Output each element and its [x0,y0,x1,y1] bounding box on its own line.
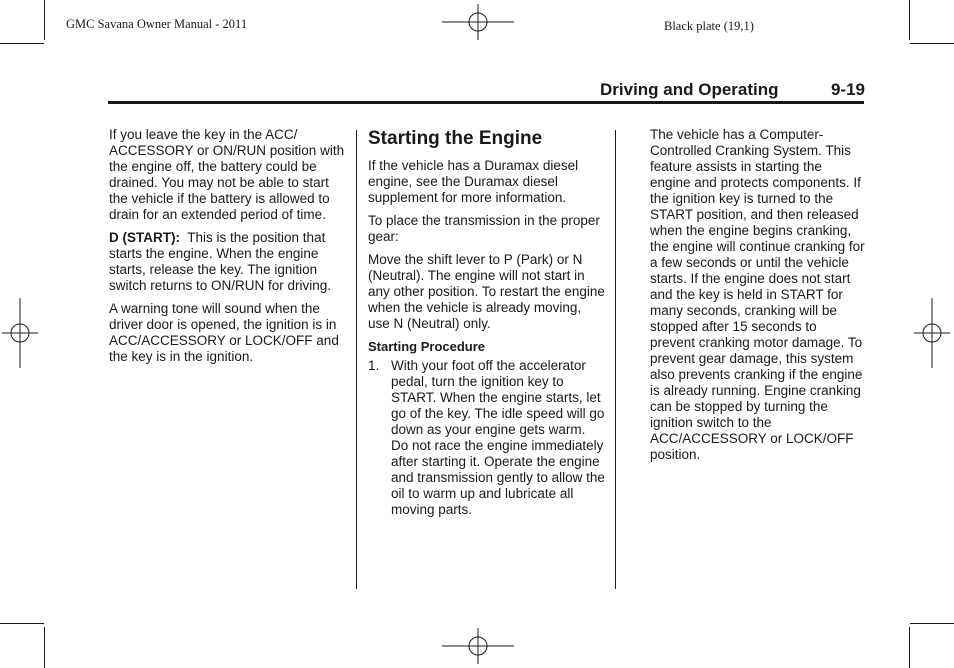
paragraph: A warning tone will sound when the driver door is opened, the ignition is in ACC/ACCESSORY or LOCK/OFF and the key is in the ignition. [109,301,339,364]
paragraph: If the vehicle has a Duramax diesel engine, see the Duramax diesel supplement for more information. [368,158,579,205]
crop-mark [909,627,910,668]
crop-mark [44,0,45,40]
header-rule [108,101,864,104]
column-1 [109,127,349,372]
slug-right: Black plate (19,1) [664,19,754,33]
registration-mark-bottom [440,626,516,666]
page-number: 9-19 [830,80,865,99]
paragraph: To place the transmission in the proper gear: [368,213,600,244]
column-3 [650,127,865,470]
paragraph: If you leave the key in the ACC/ ACCESSORY or ON/RUN position with the engine off, the battery could be drained. You may not be able to start the vehicle if the battery is allowed to drain for an extended period of time. [109,127,345,222]
crop-mark [44,627,45,668]
crop-mark [0,623,44,624]
crop-mark [910,43,954,44]
list-item [368,358,606,518]
term-text: This is the position that starts the engine. When the engine starts, release the key. The ignition switch returns to ON/RUN for driving. [109,230,332,293]
registration-mark-left [0,296,40,370]
paragraph [109,230,349,294]
column-2 [368,127,606,518]
crop-mark [0,43,44,44]
column-divider [356,130,357,589]
section-title: Starting the Engine [368,128,543,149]
crop-mark [909,0,910,40]
running-header [600,80,865,100]
paragraph: Move the shift lever to P (Park) or N (Neutral). The engine will not start in any other position. To restart the engine when the vehicle is already moving, use N (Neutral) only. [368,252,605,331]
registration-mark-right [912,296,952,370]
subheading: Starting Procedure [368,339,486,354]
registration-mark-top [440,2,516,42]
list-number: 1. [368,358,380,373]
column-divider [615,130,616,589]
slug-left: GMC Savana Owner Manual - 2011 [66,17,248,31]
crop-mark [910,623,954,624]
list-text: With your foot off the accelerator pedal, turn the ignition key to START. When the engine starts, let go of the key. The idle speed will go down as your engine gets warm. Do not race the engine immediately after starting it. Operate the engine and transmission gently to allow the oil to warm up and lubricate all moving parts. [391,358,605,517]
paragraph: The vehicle has a Computer-Controlled Cranking System. This feature assists in starting the engine and protects components. If the ignition key is turned to the START position, and then released when the engine begins cranking, the engine will continue cranking for a few seconds or until the vehicle starts. If the engine does not start and the key is held in START for many seconds, cranking will be stopped after 15 seconds to prevent cranking motor damage. To prevent gear damage, this system also prevents cranking if the engine is already running. Engine cranking can be stopped by turning the ignition switch to the ACC/ACCESSORY or LOCK/OFF position. [650,127,865,462]
section-name: Driving and Operating [600,80,779,99]
term-label: D (START): [109,230,180,245]
